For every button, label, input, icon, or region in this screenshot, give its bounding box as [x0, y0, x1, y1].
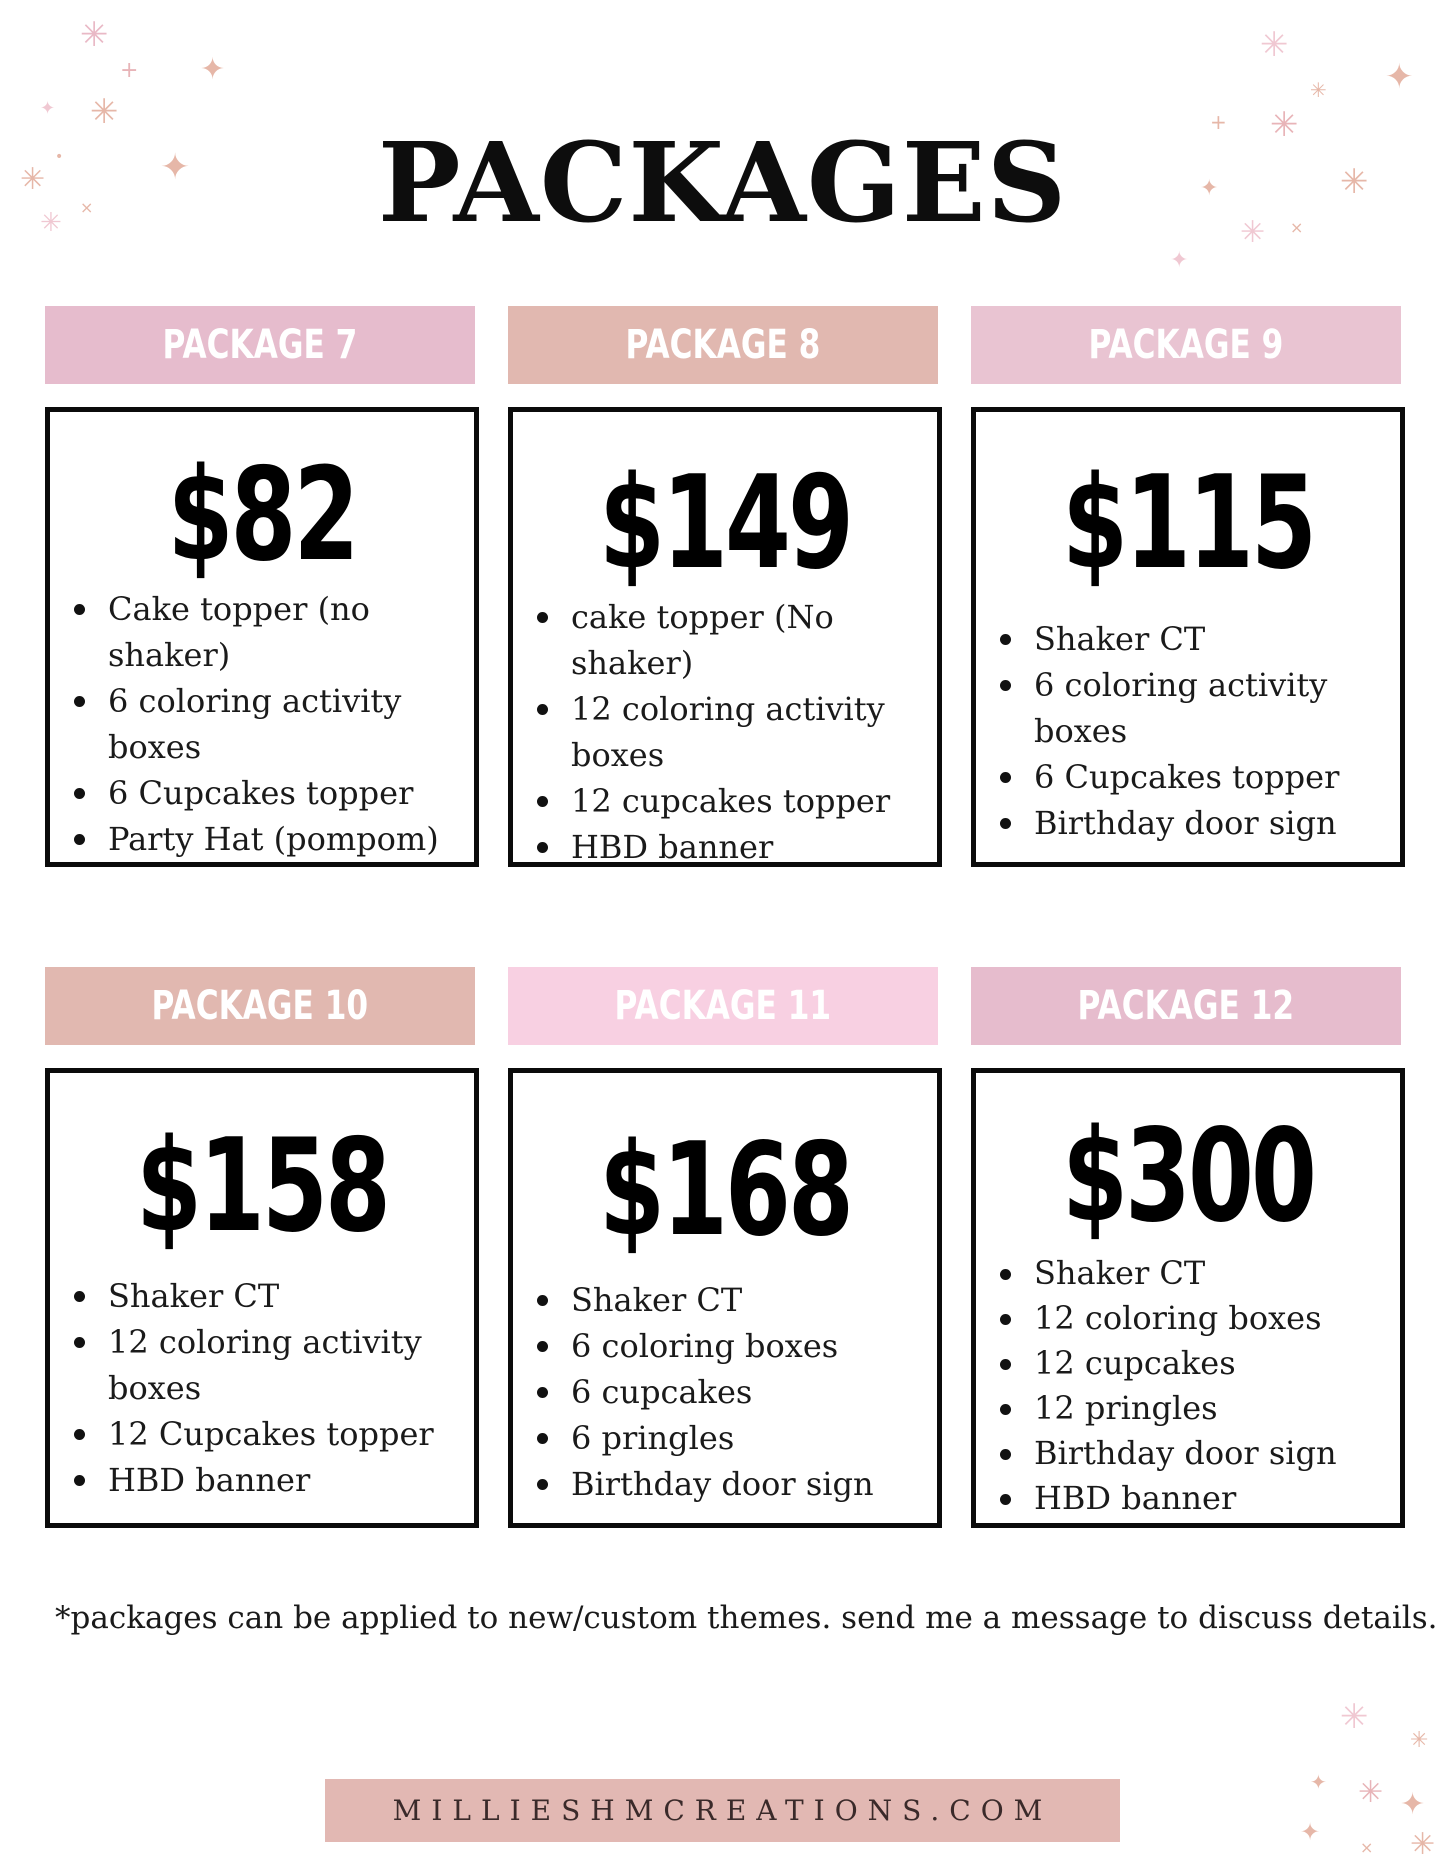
sparkle-icon: × — [1360, 1838, 1374, 1857]
sparkle-icon: ✳ — [1358, 1775, 1384, 1810]
package-header — [45, 967, 475, 1045]
package-label: PACKAGE 12 — [1077, 983, 1295, 1029]
package-card — [508, 407, 942, 867]
sparkle-icon: ✳ — [1410, 1728, 1429, 1753]
package-header — [971, 306, 1401, 384]
list-item: Cake topper (no shaker) — [50, 586, 474, 678]
package-items — [513, 1277, 937, 1507]
list-item: Shaker CT — [50, 1273, 474, 1319]
sparkle-icon: • — [55, 149, 64, 165]
list-item: 12 cupcakes — [976, 1341, 1400, 1386]
sparkle-icon: ✳ — [1270, 105, 1299, 145]
list-item: 12 coloring activity boxes — [50, 1319, 474, 1411]
list-item: 6 coloring activity boxes — [50, 678, 474, 770]
package-label: PACKAGE 8 — [625, 322, 821, 368]
sparkle-icon: ✦ — [40, 98, 56, 119]
sparkle-icon: ✳ — [1410, 1827, 1436, 1862]
package-price: $158 — [136, 1112, 388, 1261]
sparkle-icon: ✦ — [1400, 1787, 1426, 1822]
list-item: Birthday door sign — [513, 1461, 937, 1507]
list-item: 6 coloring activity boxes — [976, 662, 1400, 754]
list-item: 12 cupcakes topper — [513, 778, 937, 824]
package-items — [50, 586, 474, 862]
package-label: PACKAGE 10 — [151, 983, 369, 1029]
website-link[interactable]: MILLIESHMCREATIONS.COM — [392, 1794, 1053, 1827]
sparkle-icon: ✦ — [1300, 1818, 1321, 1846]
list-item: cake topper (No shaker) — [513, 594, 937, 686]
sparkle-icon: ✳ — [20, 162, 46, 197]
package-items — [513, 594, 937, 870]
sparkle-icon: ✦ — [1200, 176, 1219, 201]
list-item: 12 coloring activity boxes — [513, 686, 937, 778]
sparkle-icon: × — [80, 198, 94, 217]
list-item: 6 cupcakes — [513, 1369, 937, 1415]
list-item: Shaker CT — [976, 1251, 1400, 1296]
list-item: 6 coloring boxes — [513, 1323, 937, 1369]
package-header — [971, 967, 1401, 1045]
package-price: $149 — [599, 449, 851, 598]
sparkle-icon: ✦ — [1385, 57, 1414, 97]
package-header — [508, 967, 938, 1045]
list-item: Shaker CT — [513, 1277, 937, 1323]
list-item: HBD banner — [50, 1457, 474, 1503]
package-price: $168 — [599, 1116, 851, 1265]
list-item: 6 Cupcakes topper — [976, 754, 1400, 800]
package-price: $300 — [1062, 1102, 1314, 1251]
list-item: Party Hat (pompom) — [50, 816, 474, 862]
list-item: 6 pringles — [513, 1415, 937, 1461]
sparkles-bottom-right — [1270, 1690, 1445, 1871]
sparkle-icon: ✳ — [90, 92, 119, 132]
package-card — [971, 1068, 1405, 1528]
package-price: $82 — [167, 441, 357, 590]
package-price: $115 — [1062, 449, 1314, 598]
package-card — [508, 1068, 942, 1528]
sparkle-icon: + — [1210, 110, 1227, 134]
page-title: PACKAGES — [377, 118, 1068, 247]
list-item: Shaker CT — [976, 616, 1400, 662]
package-label: PACKAGE 9 — [1088, 322, 1284, 368]
package-items — [50, 1273, 474, 1503]
sparkle-icon: ✳ — [40, 208, 62, 238]
package-card — [45, 1068, 479, 1528]
sparkle-icon: ✦ — [1170, 248, 1189, 273]
sparkle-icon: ✦ — [160, 147, 191, 188]
list-item: 12 pringles — [976, 1386, 1400, 1431]
sparkle-icon: ✳ — [1240, 215, 1266, 250]
list-item: 12 Cupcakes topper — [50, 1411, 474, 1457]
list-item: Birthday door sign — [976, 1431, 1400, 1476]
package-header — [508, 306, 938, 384]
sparkle-icon: ✦ — [1310, 1770, 1327, 1794]
list-item: Birthday door sign — [976, 800, 1400, 846]
sparkle-icon: ✳ — [80, 15, 109, 55]
list-item: HBD banner — [976, 1476, 1400, 1521]
sparkle-icon: ✳ — [1310, 78, 1327, 102]
package-label: PACKAGE 7 — [162, 322, 358, 368]
sparkle-icon: ✳ — [1340, 162, 1369, 202]
package-items — [976, 616, 1400, 846]
package-label: PACKAGE 11 — [614, 983, 832, 1029]
package-header — [45, 306, 475, 384]
list-item: 12 coloring boxes — [976, 1296, 1400, 1341]
website-bar[interactable] — [325, 1779, 1120, 1842]
sparkle-icon: ✳ — [1260, 25, 1289, 65]
package-card — [971, 407, 1405, 867]
sparkle-icon: ✳ — [1340, 1697, 1369, 1737]
list-item: HBD banner — [513, 824, 937, 870]
sparkle-icon: × — [1290, 218, 1304, 237]
sparkle-icon: ✦ — [200, 52, 226, 87]
footnote: *packages can be applied to new/custom themes. send me a message to discuss details. — [55, 1600, 1438, 1636]
list-item: 6 Cupcakes topper — [50, 770, 474, 816]
package-items — [976, 1251, 1400, 1521]
sparkle-icon: + — [120, 58, 139, 83]
package-card — [45, 407, 479, 867]
